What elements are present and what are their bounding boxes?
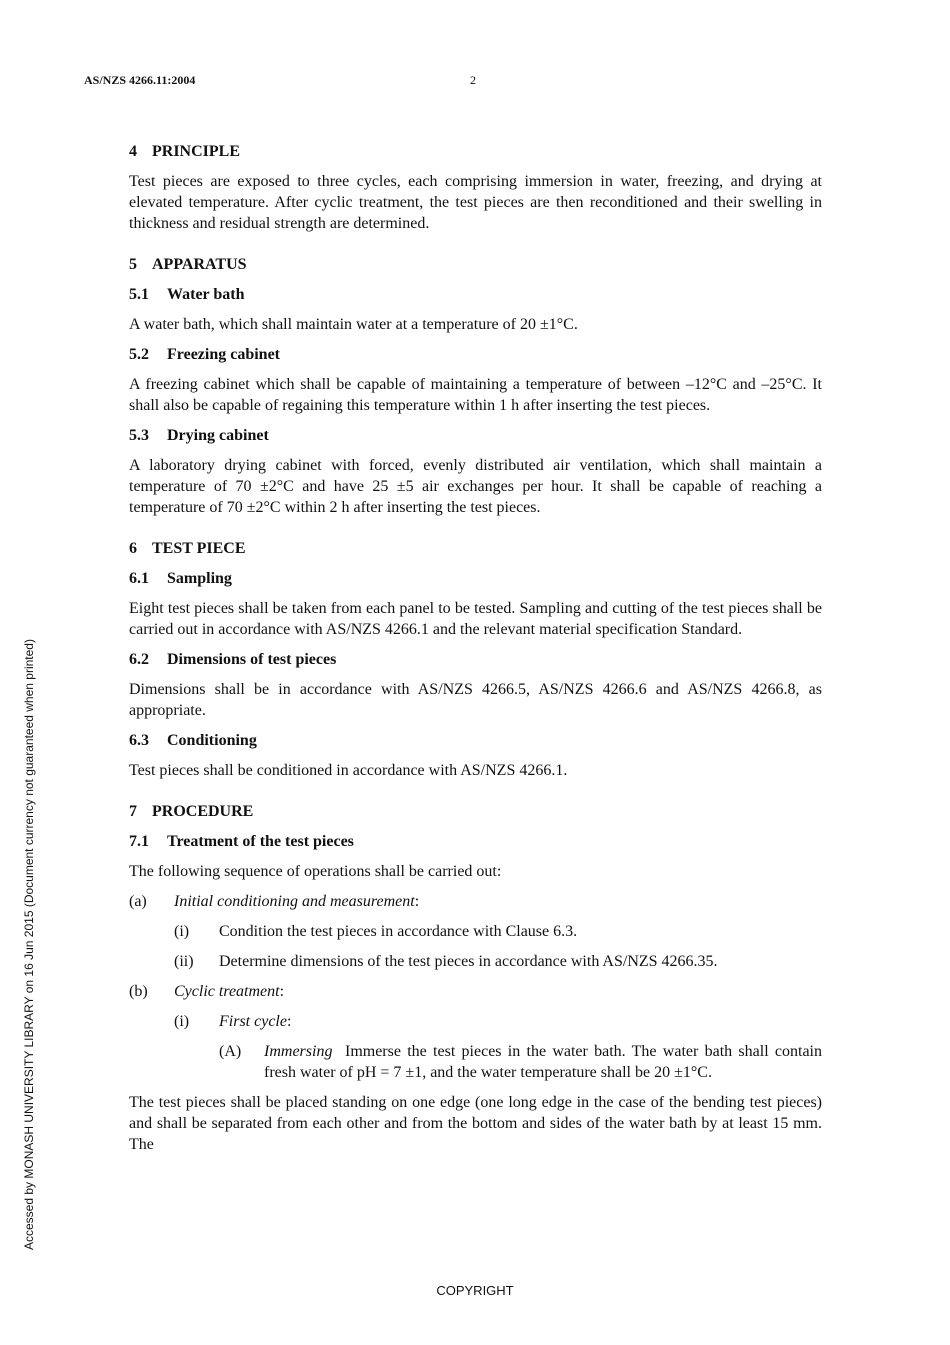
list-label: (i) bbox=[174, 1013, 190, 1030]
subsection-number: 6.1 bbox=[129, 570, 149, 587]
list-label: (ii) bbox=[174, 953, 194, 970]
subsection-title: Water bath bbox=[167, 286, 245, 303]
section-number: 4 bbox=[129, 143, 137, 160]
list-item-b bbox=[129, 981, 822, 1002]
freezing-cabinet-paragraph: A freezing cabinet which shall be capable of maintaining a temperature of between –12°C and –25°C. It shall also be capable of regaining this temperature within 1 h after inserting the test pieces. bbox=[129, 376, 822, 414]
principle-paragraph: Test pieces are exposed to three cycles, each comprising immersion in water, freezing, and drying at elevated temperature. After cyclic treatment, the test pieces are then reconditioned and their swelling in thickness and residual strength are determined. bbox=[129, 173, 822, 232]
subsection-number: 6.3 bbox=[129, 732, 149, 749]
list-text bbox=[264, 1041, 822, 1083]
subsection-heading-6-2 bbox=[129, 649, 822, 670]
section-title: TEST PIECE bbox=[152, 540, 246, 557]
access-watermark: Accessed by MONASH UNIVERSITY LIBRARY on 16 Jun 2015 (Document currency not guaranteed when printed) bbox=[22, 639, 36, 1250]
subsection-number: 5.1 bbox=[129, 286, 149, 303]
list-title: Cyclic treatment bbox=[174, 983, 280, 1000]
section-heading-5 bbox=[129, 254, 822, 275]
section-number: 6 bbox=[129, 540, 137, 557]
list-title-suffix: : bbox=[414, 893, 420, 910]
water-bath-paragraph: A water bath, which shall maintain water at a temperature of 20 ±1°C. bbox=[129, 316, 578, 333]
list-label: (a) bbox=[129, 893, 147, 910]
drying-cabinet-paragraph: A laboratory drying cabinet with forced, evenly distributed air ventilation, which shall maintain a temperature of 70 ±2°C and have 25 ±5 air exchanges per hour. It shall be capable of reaching a temperature of 70 ±2°C within 2 h after inserting the test pieces. bbox=[129, 457, 822, 516]
list-label: (i) bbox=[174, 923, 190, 940]
immersing-text: Immerse the test pieces in the water bath. The water bath shall contain fresh water of pH = 7 ±1, and the water temperature shall be 20 ±1°C. bbox=[264, 1043, 823, 1081]
section-title: PROCEDURE bbox=[152, 803, 254, 820]
subsection-heading-6-3 bbox=[129, 730, 822, 751]
subsection-heading-5-1 bbox=[129, 284, 822, 305]
list-label: (b) bbox=[129, 983, 148, 1000]
document-code: AS/NZS 4266.11:2004 bbox=[84, 73, 196, 87]
sampling-paragraph: Eight test pieces shall be taken from each panel to be tested. Sampling and cutting of the test pieces shall be carried out in accordance with AS/NZS 4266.1 and the relevant material specification Standard. bbox=[129, 600, 822, 638]
list-item-a-i bbox=[174, 921, 822, 942]
list-title-suffix: : bbox=[286, 1013, 292, 1030]
list-item-b-i bbox=[174, 1011, 822, 1032]
section-heading-6 bbox=[129, 538, 822, 559]
section-heading-4 bbox=[129, 141, 822, 162]
procedure-intro: The following sequence of operations shall be carried out: bbox=[129, 863, 502, 880]
page-number: 2 bbox=[470, 73, 476, 87]
section-number: 5 bbox=[129, 256, 137, 273]
subsection-title: Dimensions of test pieces bbox=[167, 651, 337, 668]
section-heading-7 bbox=[129, 801, 822, 822]
list-text: Determine dimensions of the test pieces in accordance with AS/NZS 4266.35. bbox=[219, 953, 718, 970]
subsection-heading-6-1 bbox=[129, 568, 822, 589]
subsection-title: Freezing cabinet bbox=[167, 346, 281, 363]
subsection-title: Treatment of the test pieces bbox=[167, 833, 354, 850]
subsection-number: 5.3 bbox=[129, 427, 149, 444]
subsection-heading-7-1 bbox=[129, 831, 822, 852]
subsection-number: 6.2 bbox=[129, 651, 149, 668]
list-item-a bbox=[129, 891, 822, 912]
subsection-number: 5.2 bbox=[129, 346, 149, 363]
list-label: (A) bbox=[219, 1043, 242, 1060]
subsection-heading-5-2 bbox=[129, 344, 822, 365]
list-text bbox=[219, 1011, 822, 1032]
list-item-a-ii bbox=[174, 951, 822, 972]
list-text: Condition the test pieces in accordance with Clause 6.3. bbox=[219, 923, 578, 940]
subsection-title: Sampling bbox=[167, 570, 232, 587]
conditioning-paragraph: Test pieces shall be conditioned in accordance with AS/NZS 4266.1. bbox=[129, 762, 568, 779]
list-item-b-i-A bbox=[219, 1041, 822, 1083]
section-number: 7 bbox=[129, 803, 137, 820]
section-title: APPARATUS bbox=[152, 256, 247, 273]
list-title: Initial conditioning and measurement bbox=[174, 893, 415, 910]
dimensions-paragraph: Dimensions shall be in accordance with AS/NZS 4266.5, AS/NZS 4266.6 and AS/NZS 4266.8, as appropriate. bbox=[129, 681, 822, 719]
subsection-heading-5-3 bbox=[129, 425, 822, 446]
immersing-continuation: The test pieces shall be placed standing on one edge (one long edge in the case of the bending test pieces) and shall be separated from each other and from the bottom and sides of the water bath by at least 15 mm. The bbox=[129, 1094, 822, 1153]
subsection-number: 7.1 bbox=[129, 833, 149, 850]
section-title: PRINCIPLE bbox=[152, 143, 241, 160]
list-title: Immersing bbox=[264, 1043, 333, 1060]
subsection-title: Drying cabinet bbox=[167, 427, 269, 444]
list-title-suffix: : bbox=[279, 983, 285, 1000]
page-body bbox=[129, 141, 822, 1164]
list-text bbox=[174, 981, 822, 1002]
list-title: First cycle bbox=[219, 1013, 287, 1030]
subsection-title: Conditioning bbox=[167, 732, 257, 749]
copyright-footer: COPYRIGHT bbox=[436, 1283, 514, 1298]
list-text bbox=[174, 891, 822, 912]
